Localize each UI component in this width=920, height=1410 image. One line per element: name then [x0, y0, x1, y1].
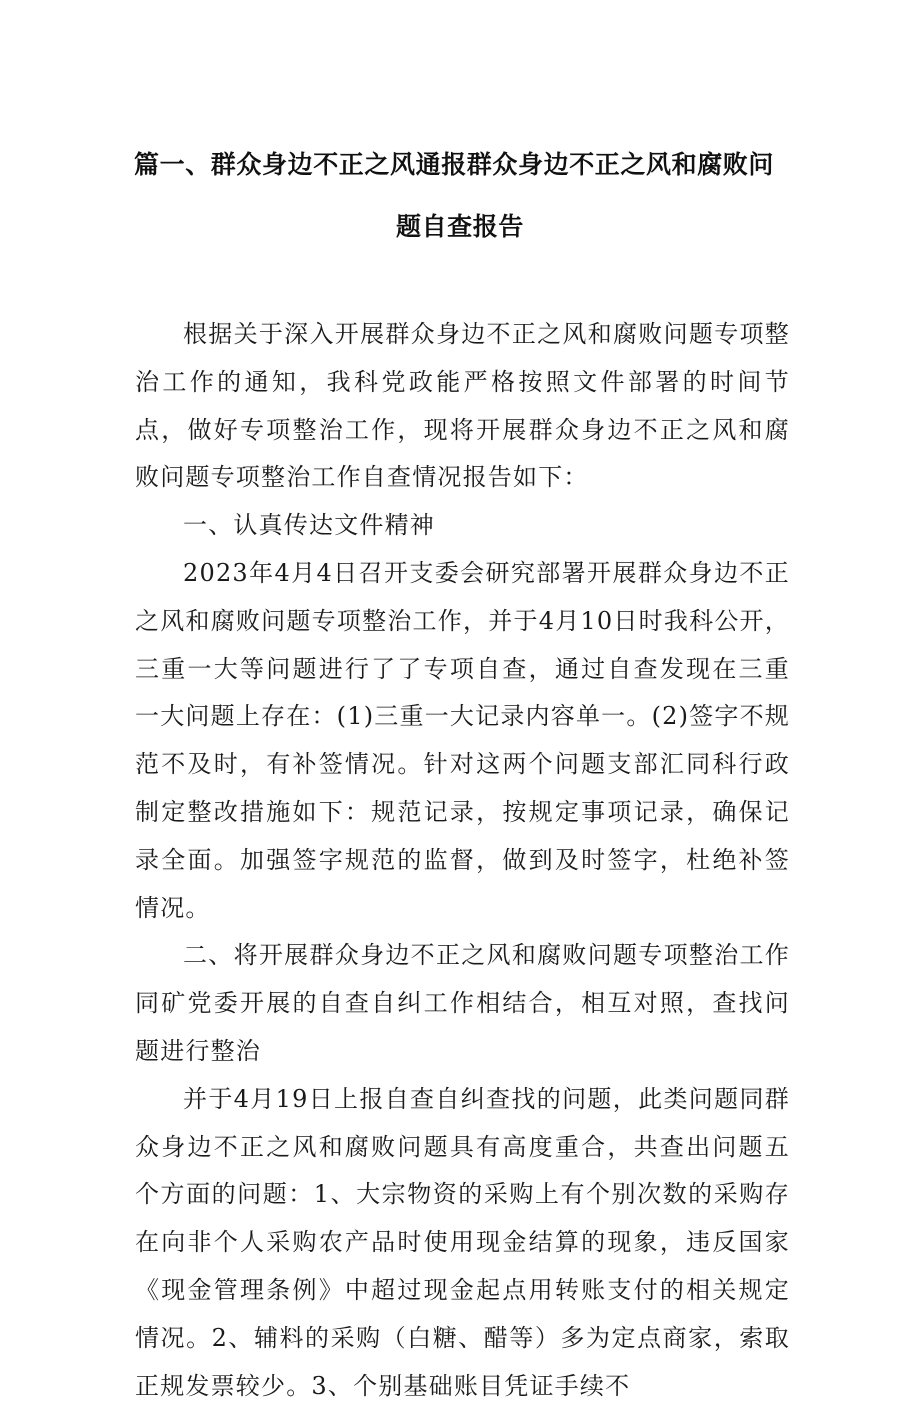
document-title-line-1: 篇一、群众身边不正之风通报群众身边不正之风和腐败问 [134, 150, 775, 179]
document-body [135, 311, 790, 1410]
section-heading-1: 一、认真传达文件精神 [183, 511, 435, 540]
paragraph-section-2: 并于4月19日上报自查自纠查找的问题，此类问题同群众身边不正之风和腐败问题具有高度重合，共查出问题五个方面的问题：1、大宗物资的采购上有个别次数的采购存在向非个人采购农产品时使用现金结算的现象，违反国家《现金管理条例》中超过现金起点用转账支付的相关规定情况。2、辅料的采购（白糖、醋等）多为定点商家，索取正规发票较少。3、个别基础账目凭证手续不 [135, 1084, 790, 1400]
section-heading-2: 二、将开展群众身边不正之风和腐败问题专项整治工作同矿党委开展的自查自纠工作相结合，相互对照，查找问题进行整治 [135, 941, 790, 1065]
paragraph-section-1: 2023年4月4日召开支委会研究部署开展群众身边不正之风和腐败问题专项整治工作，并于4月10日时我科公开，三重一大等问题进行了了专项自查，通过自查发现在三重一大问题上存在：(1)三重一大记录内容单一。(2)签字不规范不及时，有补签情况。针对这两个问题支部汇同科行政制定整改措施如下：规范记录，按规定事项记录，确保记录全面。加强签字规范的监督，做到及时签字，杜绝补签情况。 [135, 558, 790, 922]
document-title-line-2: 题自查报告 [395, 212, 524, 241]
paragraph-intro: 根据关于深入开展群众身边不正之风和腐败问题专项整治工作的通知，我科党政能严格按照文件部署的时间节点，做好专项整治工作，现将开展群众身边不正之风和腐败问题专项整治工作自查情况报告如下： [135, 320, 790, 492]
